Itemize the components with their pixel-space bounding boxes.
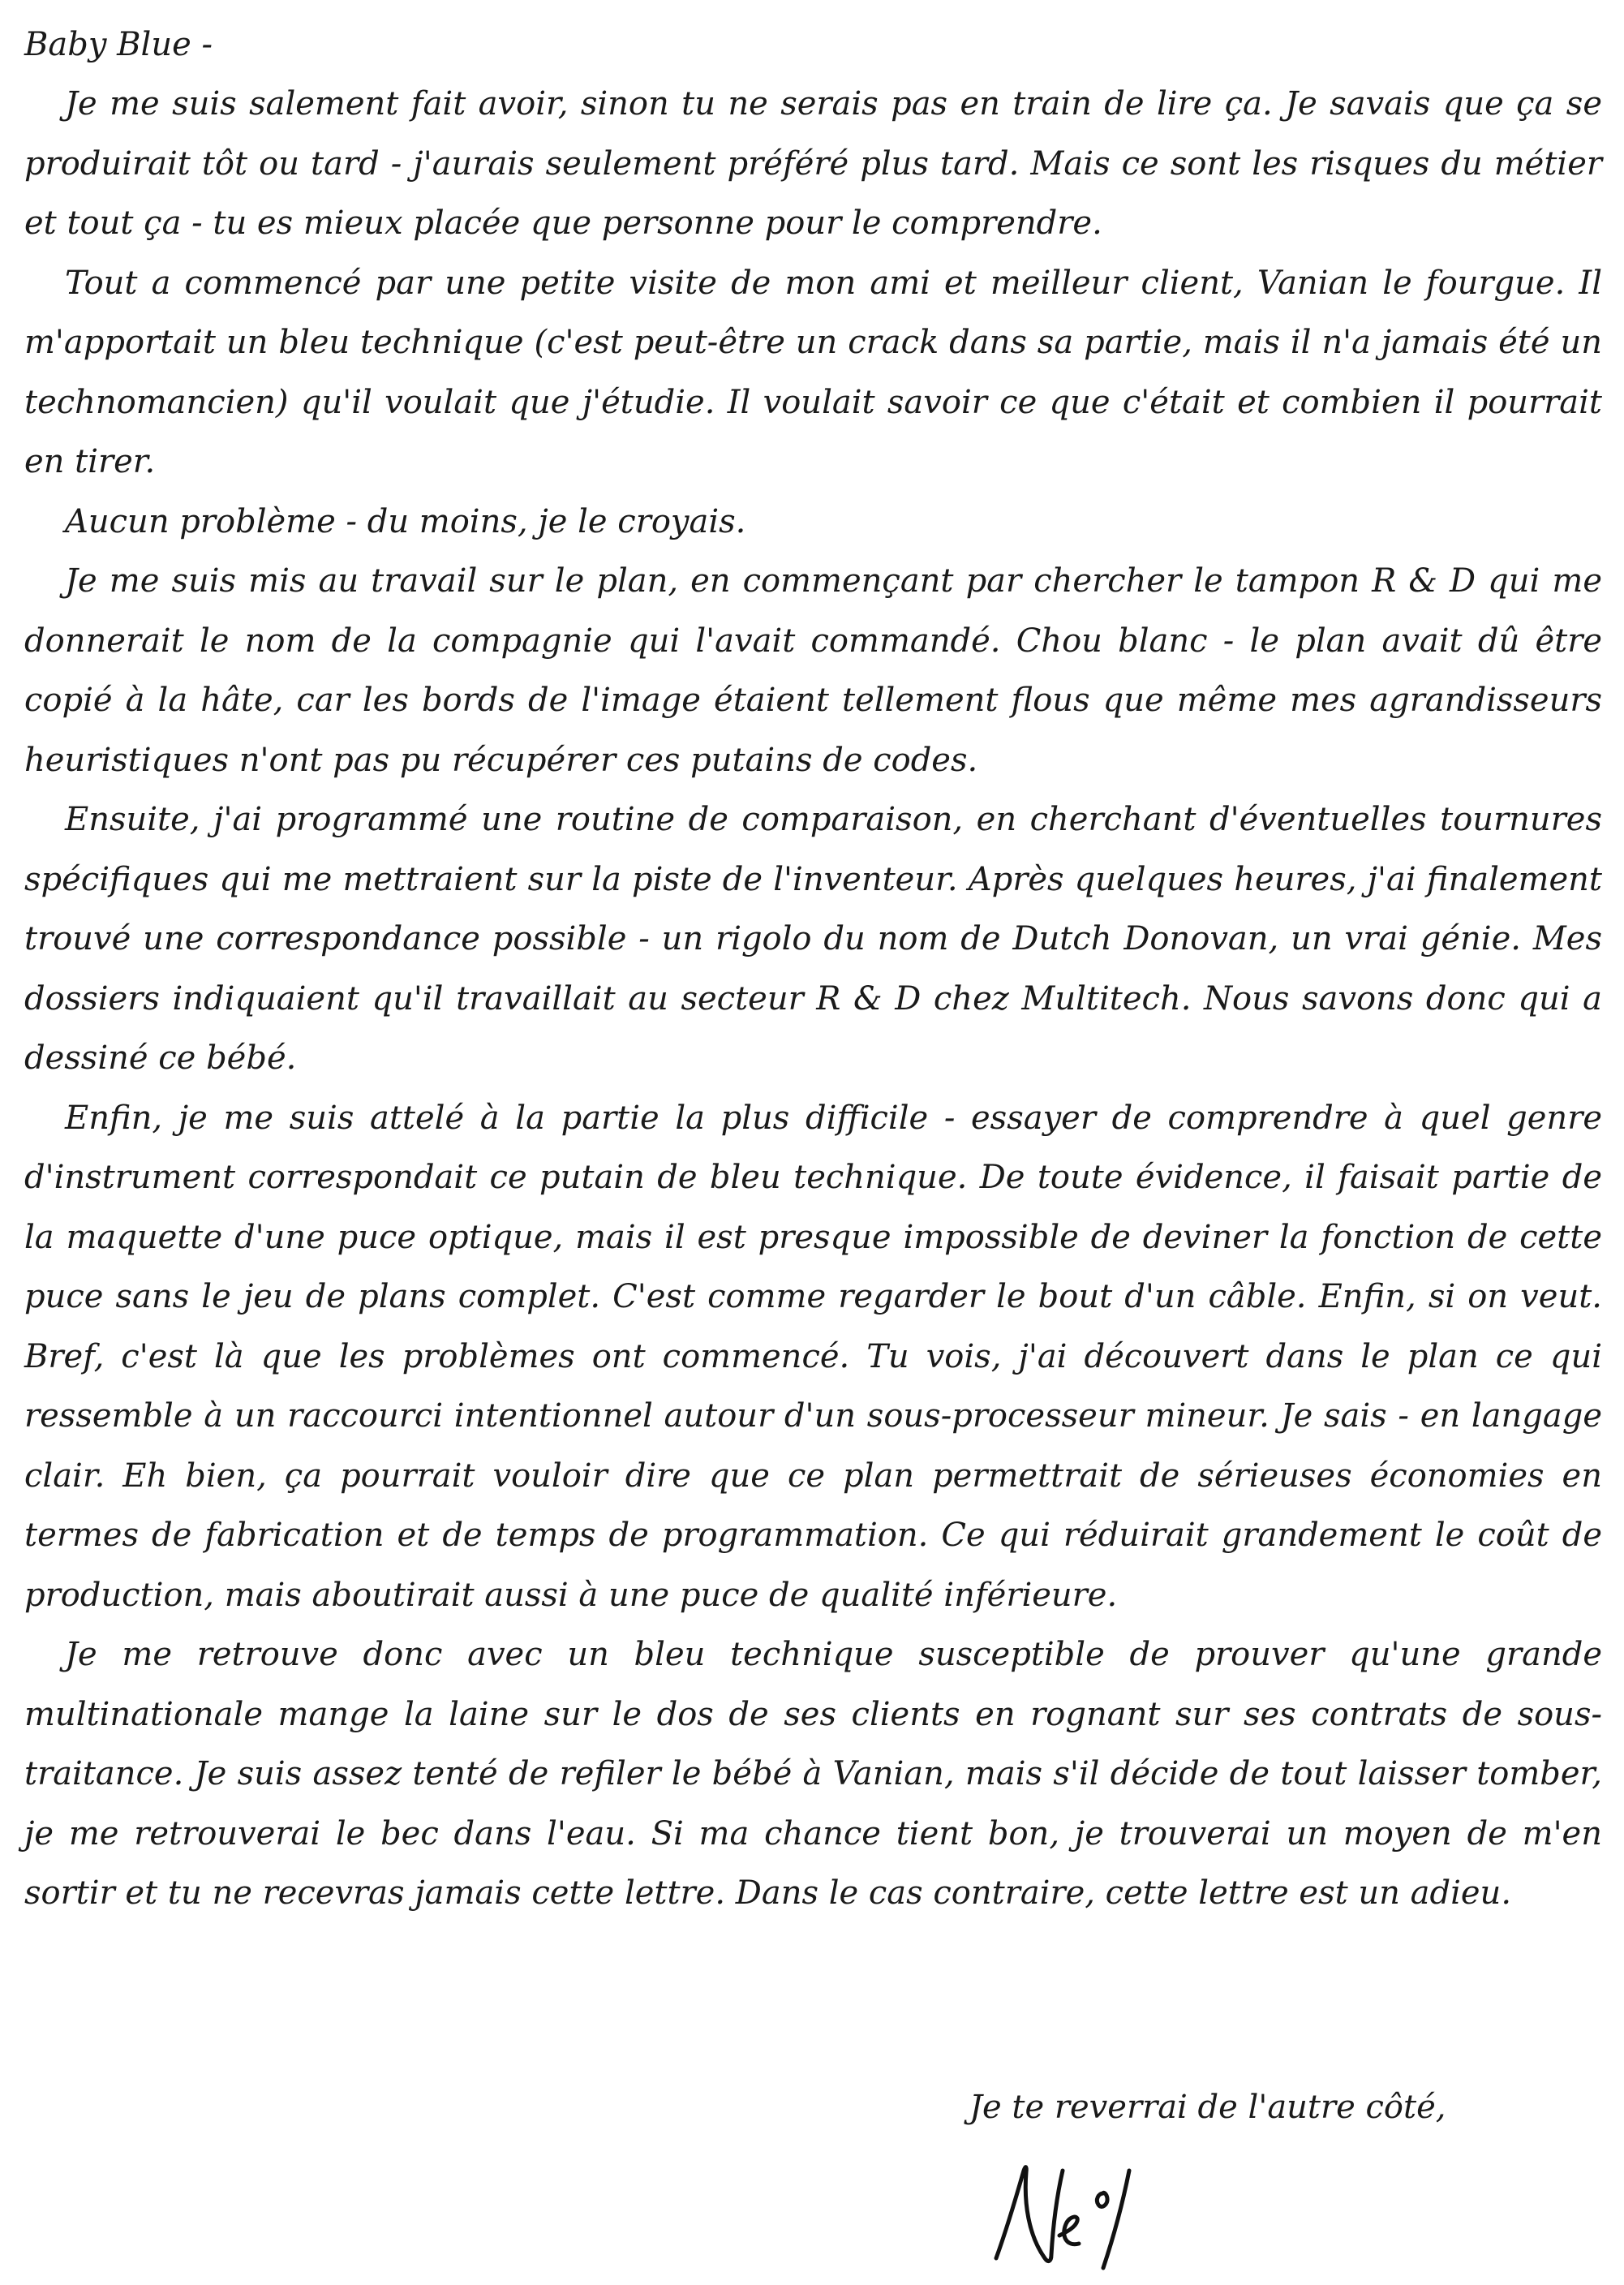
letter-paragraph: Tout a commencé par une petite visite de mon ami et meilleur client, Vanian le fourgue. Il m'apportait un bleu technique (c'est peut-être un crack dans sa partie, mais il n'a jamais été un technomancien) qu'il voulait que j'étudie. Il voulait savoir ce que c'était et combien il pourrait en tirer. xyxy=(24,264,1602,480)
letter-greeting: Baby Blue - xyxy=(24,26,213,63)
handwritten-signature xyxy=(982,2154,1144,2272)
letter-body xyxy=(24,75,1602,1924)
letter-paragraph: Je me retrouve donc avec un bleu technique susceptible de prouver qu'une grande multinationale mange la laine sur le dos de ses clients en rognant sur ses contrats de sous-traitance. Je suis assez tenté de refiler le bébé à Vanian, mais s'il décide de tout laisser tomber, je me retrouverai le bec dans l'eau. Si ma chance tient bon, je trouverai un moyen de m'en sortir et tu ne recevras jamais cette lettre. Dans le cas contraire, cette lettre est un adieu. xyxy=(24,1636,1602,1912)
letter-paragraph: Ensuite, j'ai programmé une routine de comparaison, en cherchant d'éventuelles tournures spécifiques qui me mettraient sur la piste de l'inventeur. Après quelques heures, j'ai finalement trouvé une correspondance possible - un rigolo du nom de Dutch Donovan, un vrai génie. Mes dossiers indiquaient qu'il travaillait au secteur R & D chez Multitech. Nous savons donc qui a dessiné ce bébé. xyxy=(24,801,1602,1077)
letter-closing: Je te reverrai de l'autre côté, xyxy=(969,2089,1446,2126)
letter-paragraph: Enfin, je me suis attelé à la partie la plus difficile - essayer de comprendre à quel genre d'instrument correspondait ce putain de bleu technique. De toute évidence, il faisait partie de la maquette d'une puce optique, mais il est presque impossible de deviner la fonction de cette puce sans le jeu de plans complet. C'est comme regarder le bout d'un câble. Enfin, si on veut. Bref, c'est là que les problèmes ont commencé. Tu vois, j'ai découvert dans le plan ce qui ressemble à un raccourci intentionnel autour d'un sous-processeur mineur. Je sais - en langage clair. Eh bien, ça pourrait vouloir dire que ce plan permettrait de sérieuses économies en termes de fabrication et de temps de programmation. Ce qui réduirait grandement le coût de production, mais aboutirait aussi à une puce de qualité inférieure. xyxy=(24,1099,1602,1614)
letter-paragraph: Aucun problème - du moins, je le croyais. xyxy=(65,502,746,540)
letter-paragraph: Je me suis mis au travail sur le plan, en commençant par chercher le tampon R & D qui me donnerait le nom de la compagnie qui l'avait commandé. Chou blanc - le plan avait dû être copié à la hâte, car les bords de l'image étaient tellement flous que même mes agrandisseurs heuristiques n'ont pas pu récupérer ces putains de codes. xyxy=(24,562,1602,779)
letter-paragraph: Je me suis salement fait avoir, sinon tu ne serais pas en train de lire ça. Je savais que ça se produirait tôt ou tard - j'aurais seulement préféré plus tard. Mais ce sont les risques du métier et tout ça - tu es mieux placée que personne pour le comprendre. xyxy=(24,85,1602,242)
